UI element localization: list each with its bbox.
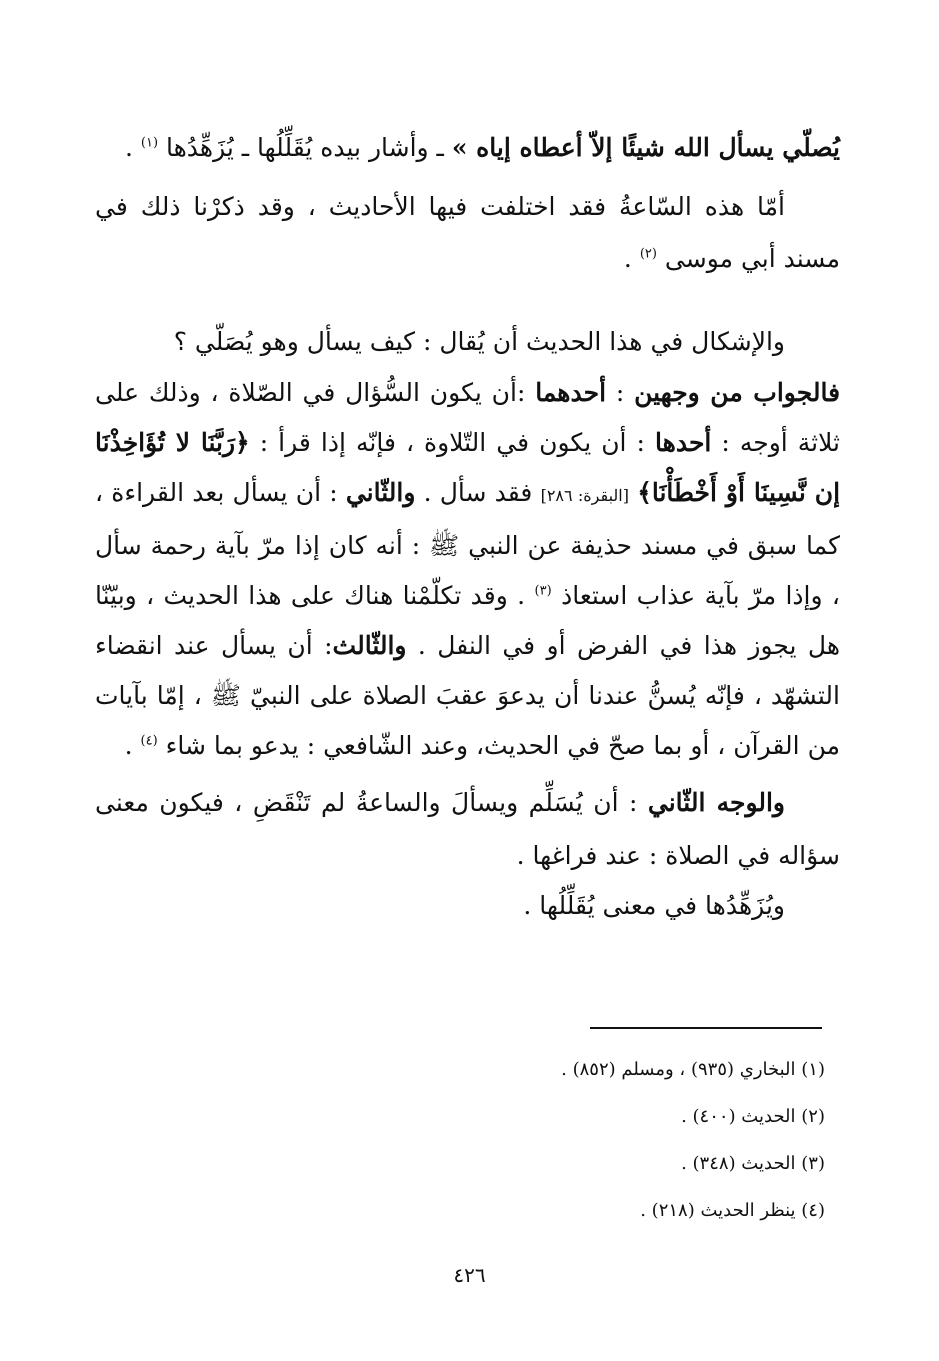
paragraph-1 [95,122,840,175]
paragraph-4-text-4: فقد سأل . [423,478,533,507]
paragraph-6 [95,882,840,930]
first-aspect-label: أحدهما [535,378,607,407]
paragraph-6-text: ويُزَهِّدُها في معنى يُقَلِّلُها . [523,891,785,920]
paragraph-3-text: والإشكال في هذا الحديث أن يُقال : كيف يسأل وهو يُصَلّي ؟ [173,326,785,356]
paragraph-1-end: . [124,133,133,162]
footnote-2: (٢) الحديث (٤٠٠) . [681,1106,825,1127]
second-way-label: والثّاني [345,478,416,507]
paragraph-4 [95,368,840,771]
paragraph-4-text-6: . وقد تكلّمْنا هناك على هذا الحديث ، وبيّنّا هل يجوز هذا في الفرض أو في النفل . [95,581,841,660]
paragraph-5-text: : أن يُسَلِّم ويسألَ والساعةُ لم تَنْقَضِ ، فيكون معنى سؤاله في الصلاة : عند فراغها . [95,788,840,870]
paragraph-1-text: ـ وأشار بيده يُقَلِّلُها ـ يُزَهِّدُها [165,133,444,162]
hadith-quote: يُصلّي يسأل الله شيئًا إلاّ أعطاه إياه » [451,133,840,162]
footnote-divider [590,1027,822,1029]
answer-heading: فالجواب من وجهين [634,378,841,407]
paragraph-4-text-7: : أن يسأل عند انقضاء التشهّد ، فإنّه يُسنُّ عندنا أن يدعوَ عقبَ الصلاة على النبيّ ﷺ ، إمّا بآيات من القرآن ، أو بما صحّ في الحديث، وعند الشّافعي : يدعو بما شاء [95,631,840,760]
second-aspect-label: والوجه الثّاني [647,788,786,817]
third-way-label: والثّالث [332,631,407,660]
footnote-3: (٣) الحديث (٣٤٨) . [681,1153,825,1174]
paragraph-3 [95,316,840,369]
page-number: ٤٢٦ [453,1263,486,1287]
paragraph-2-text: أمّا هذه السّاعةُ فقد اختلفت فيها الأحاديث ، وقد ذكرْنا ذلك في مسند أبي موسى [95,191,840,273]
paragraph-4-text-3: : أن يكون في التّلاوة ، فإنّه إذا قرأ : [259,428,645,457]
quran-verse: ﴿رَبَّنَا لا تُؤَاخِذْنَا إن نَّسِينَا أَوْ أَخْطَأْنَا﴾ [95,428,841,507]
footnote-1: (١) البخاري (٩٣٥) ، ومسلم (٨٥٢) . [561,1059,825,1080]
paragraph-4-end: . [124,731,133,760]
footnote-4: (٤) ينظر الحديث (٢١٨) . [640,1200,825,1221]
first-way-label: أحدها [655,428,712,457]
footnote-ref-4: (٤) [140,733,158,749]
footnote-ref-3: (٣) [534,583,552,599]
footnote-ref-1: (١) [140,135,159,151]
paragraph-5 [95,777,840,882]
paragraph-2-end: . [623,244,632,273]
footnotes [400,1046,825,1234]
paragraph-4-text-1: : [615,378,625,407]
paragraph-4-text-2: :أن يكون السُّؤال في الصّلاة ، وذلك على ثلاثة أوجه : [95,378,841,457]
main-text [95,122,840,930]
footnote-ref-2: (٢) [639,246,657,262]
verse-reference: [البقرة: ٢٨٦] [540,486,629,505]
paragraph-4-text-5: : أن يسأل بعد القراءة ، كما سبق في مسند حذيفة عن النبي ﷺ : أنه كان إذا مرّ بآية رحمة سأل ، وإذا مرّ بآية عذاب استعاذ [95,478,841,610]
paragraph-2 [95,181,840,286]
